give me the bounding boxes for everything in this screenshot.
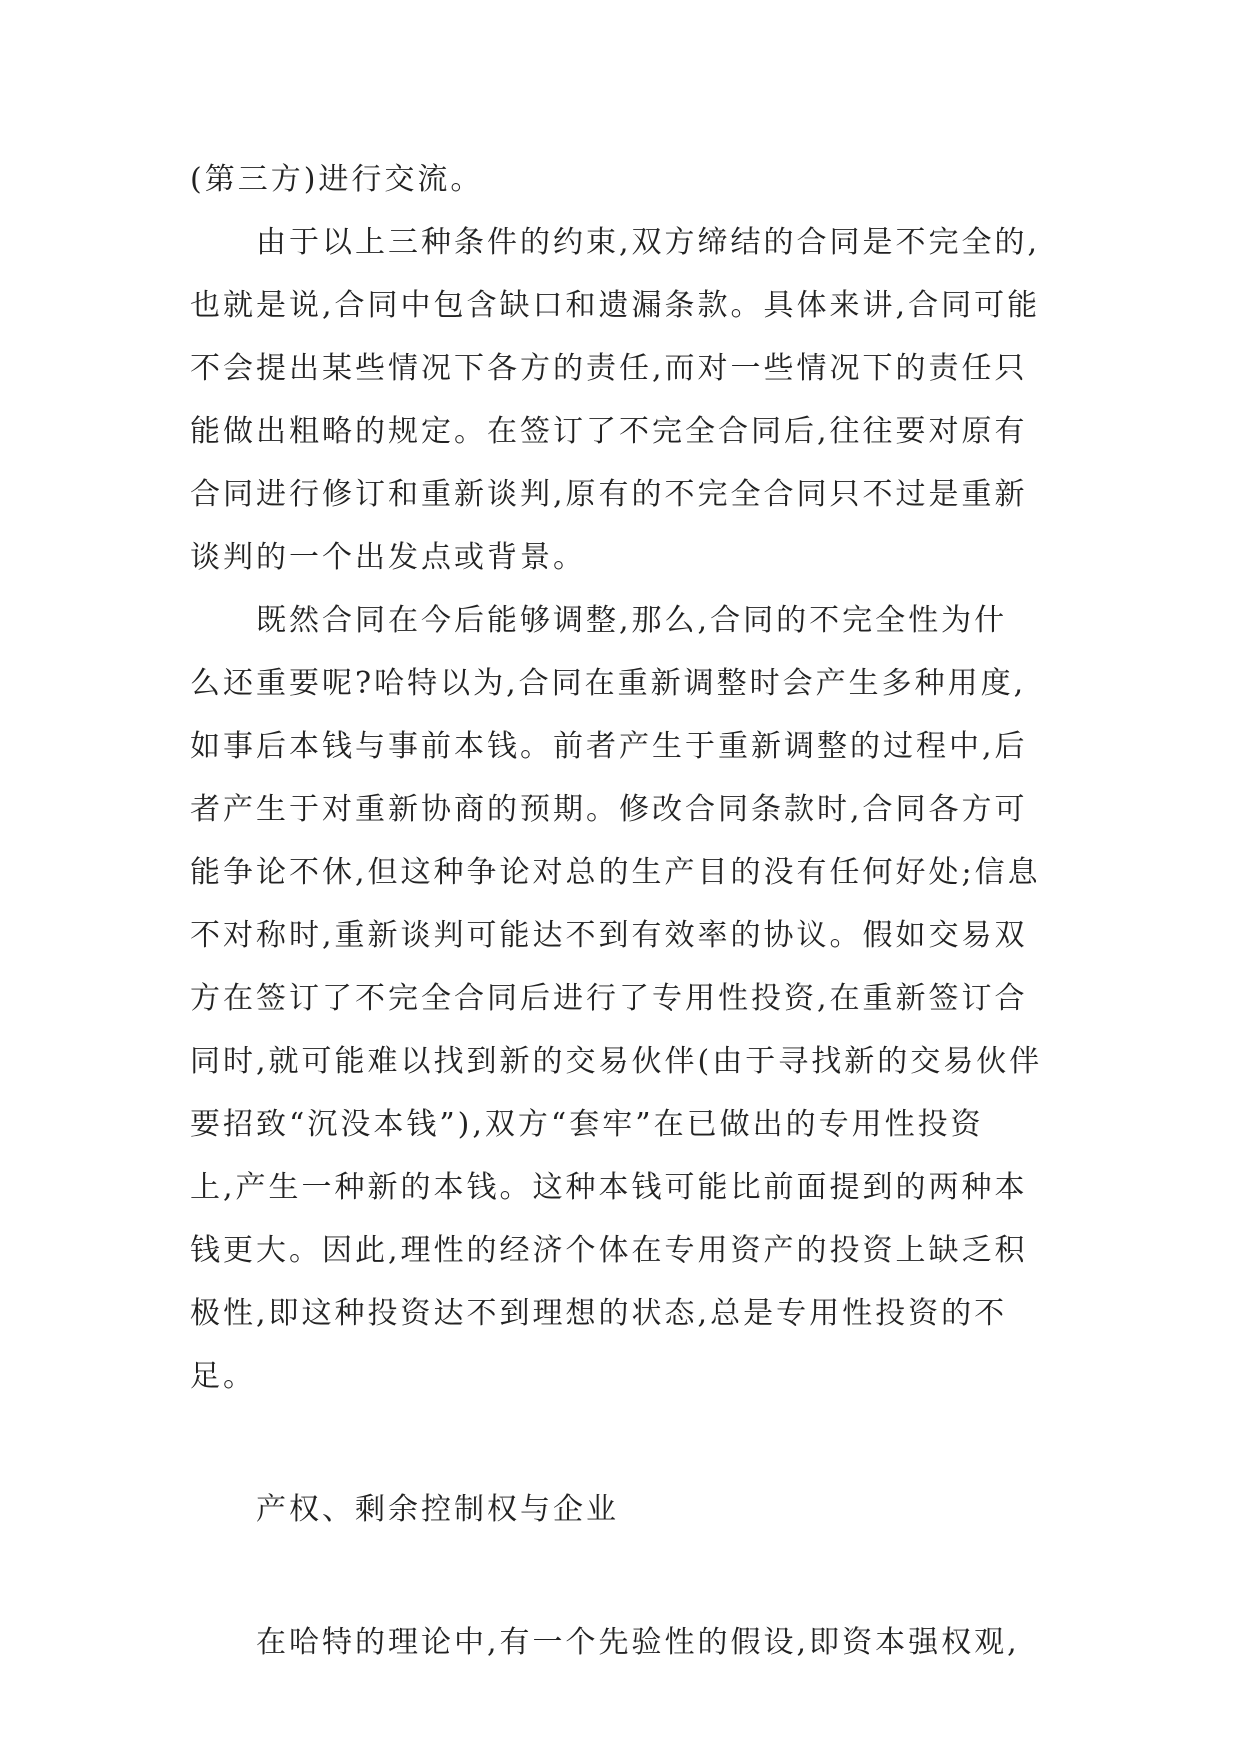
text-line: 么还重要呢?哈特以为,合同在重新调整时会产生多种用度, [190,666,1027,701]
document-page [190,148,1070,1674]
text-line: 能争论不休,但这种争论对总的生产目的没有任何好处;信息 [190,855,1041,890]
text-line: 如事后本钱与事前本钱。前者产生于重新调整的过程中,后 [190,729,1028,764]
paragraph-2 [190,211,1070,589]
paragraph-1 [190,148,1070,211]
text-line: 同时,就可能难以找到新的交易伙伴(由于寻找新的交易伙伴 [190,1044,1043,1079]
text-line: 不会提出某些情况下各方的责任,而对一些情况下的责任只 [190,351,1028,386]
text-line: 要招致“沉没本钱”),双方“套牢”在已做出的专用性投资 [190,1107,984,1142]
text-line: (第三方)进行交流。 [190,162,484,197]
paragraph-4 [190,1611,1070,1674]
text-line: 在哈特的理论中,有一个先验性的假设,即资本强权观, [256,1625,1020,1660]
text-line: 不对称时,重新谈判可能达不到有效率的协议。假如交易双 [190,918,1028,953]
text-line: 钱更大。因此,理性的经济个体在专用资产的投资上缺乏积 [190,1233,1028,1268]
text-line: 上,产生一种新的本钱。这种本钱可能比前面提到的两种本 [190,1170,1028,1205]
section-heading: 产权、剩余控制权与企业 [256,1492,619,1527]
text-line: 合同进行修订和重新谈判,原有的不完全合同只不过是重新 [190,477,1028,512]
text-line: 既然合同在今后能够调整,那么,合同的不完全性为什 [256,603,1008,638]
text-line: 也就是说,合同中包含缺口和遗漏条款。具体来讲,合同可能 [190,288,1041,323]
paragraph-3 [190,589,1070,1408]
text-line: 谈判的一个出发点或背景。 [190,540,586,575]
text-line: 方在签订了不完全合同后进行了专用性投资,在重新签订合 [190,981,1028,1016]
text-line: 极性,即这种投资达不到理想的状态,总是专用性投资的不 [190,1296,1008,1331]
spacer [190,1408,1070,1478]
text-line: 能做出粗略的规定。在签订了不完全合同后,往往要对原有 [190,414,1028,449]
spacer [190,1541,1070,1611]
text-line: 足。 [190,1359,256,1394]
text-line: 由于以上三种条件的约束,双方缔结的合同是不完全的, [256,225,1041,260]
text-line: 者产生于对重新协商的预期。修改合同条款时,合同各方可 [190,792,1028,827]
